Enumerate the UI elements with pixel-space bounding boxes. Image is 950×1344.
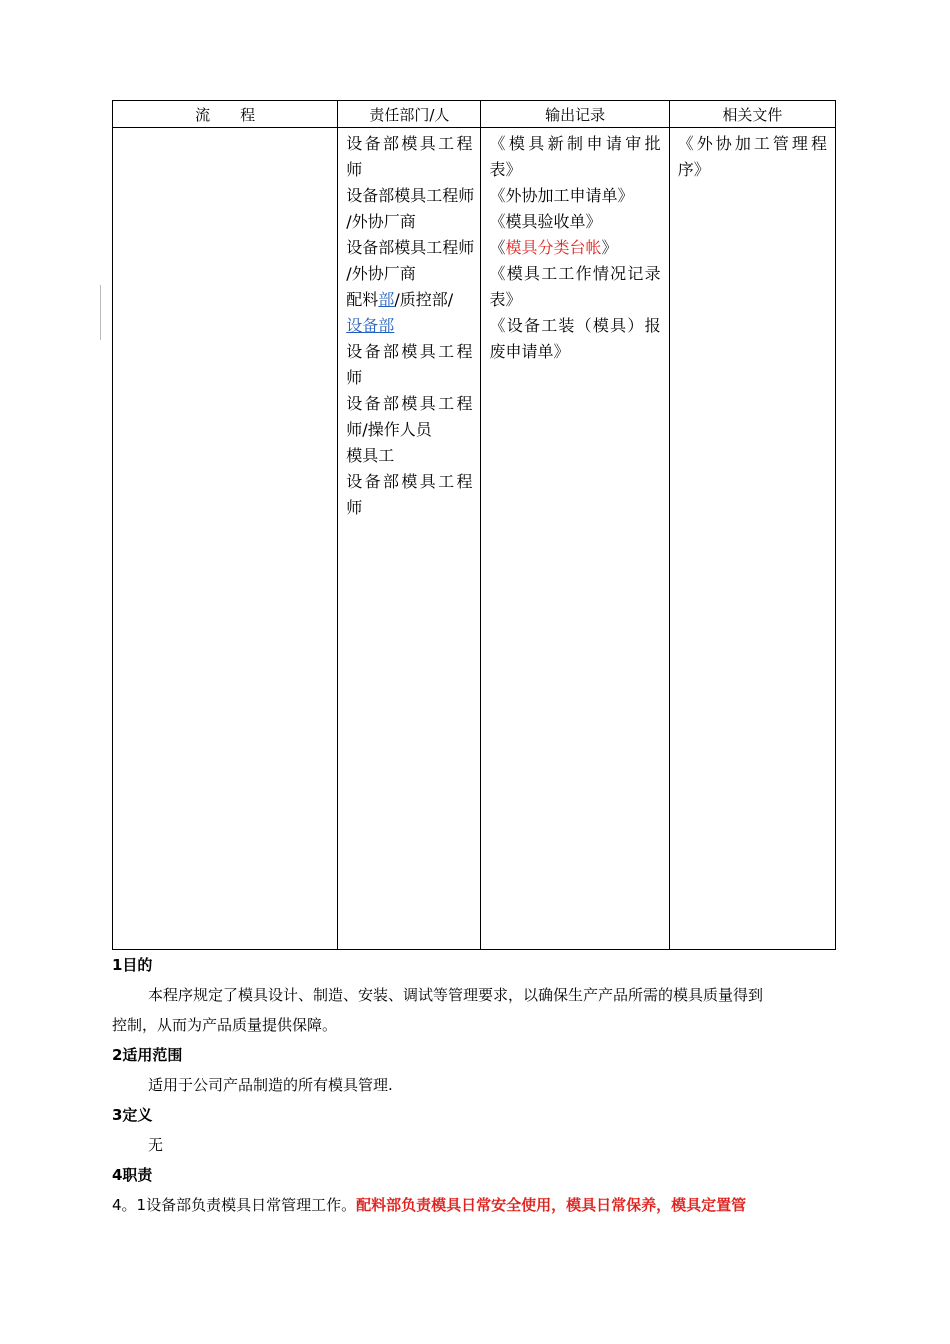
record-line [489, 235, 660, 261]
responsible-line: 设 备 部 模 具 工 程 [346, 472, 473, 491]
section-4-title: 4职责 [112, 1166, 153, 1184]
section-1-text: 本程序规定了模具设计、制造、安装、调试等管理要求，以确保生产产品所需的模具质量得到 [148, 986, 764, 1004]
related-docs-cell [669, 128, 835, 950]
related-line: 《 外 协 加 工 管 理 程 [677, 134, 827, 153]
record-line: 表》 [489, 160, 522, 179]
section-4-text-highlight: 配料部负责模具日常安全使用，模具日常保养，模具定置管 [356, 1196, 747, 1214]
responsible-line: 设 备 部 模 具 工 程 [346, 342, 473, 361]
record-line: 《 模 具 工 工 作 情 况 记 录 [489, 264, 661, 283]
responsible-line [346, 313, 472, 339]
process-table [112, 100, 836, 950]
record-line: 《 模 具 新 制 申 请 审 批 [489, 134, 661, 153]
responsible-line [346, 287, 472, 313]
section-3-title: 3定义 [112, 1106, 153, 1124]
flow-cell [113, 128, 338, 950]
related-line: 序》 [677, 160, 710, 179]
header-related-docs: 相关文件 [669, 101, 835, 128]
record-text: 》 [601, 238, 618, 257]
responsible-line: 师 [346, 498, 363, 517]
record-text: 《 [489, 238, 506, 257]
responsible-line: 设 备 部 模 具 工 程 [346, 134, 473, 153]
responsible-line: /外协厂商 [346, 264, 416, 283]
responsible-text: /质控部/ [394, 290, 454, 309]
records-cell [481, 128, 669, 950]
responsible-line: 模具工 [346, 446, 395, 465]
dept-link[interactable]: 部 [378, 290, 395, 309]
record-line: 《模具验收单》 [489, 212, 602, 231]
document-body [112, 950, 838, 1220]
record-highlight: 模具分类台帐 [505, 238, 602, 257]
responsible-line: 师 [346, 368, 363, 387]
section-4-text [112, 1190, 838, 1220]
header-flow: 流 程 [113, 101, 338, 128]
section-2-title: 2适用范围 [112, 1046, 183, 1064]
section-2-text: 适用于公司产品制造的所有模具管理. [148, 1076, 393, 1094]
record-line: 《 设 备 工 装 （ 模 具 ） 报 [489, 316, 661, 335]
record-line: 废申请单》 [489, 342, 570, 361]
section-3-text: 无 [148, 1136, 164, 1154]
responsible-line: 设 备 部 模 具 工 程 [346, 394, 473, 413]
responsible-line: 师/操作人员 [346, 420, 432, 439]
responsible-line: /外协厂商 [346, 212, 416, 231]
header-responsible: 责任部门/人 [338, 101, 481, 128]
table-body-row [113, 128, 836, 950]
equipment-dept-link[interactable]: 设备部 [346, 316, 395, 335]
record-line: 《外协加工申请单》 [489, 186, 634, 205]
section-1-text-cont: 控制，从而为产品质量提供保障。 [112, 1016, 338, 1034]
header-records: 输出记录 [481, 101, 669, 128]
responsible-text: 配料 [346, 290, 379, 309]
section-1-title: 1目的 [112, 956, 153, 974]
responsible-cell [338, 128, 481, 950]
margin-mark [100, 285, 101, 340]
responsible-line: 设备部模具工程师 [346, 238, 475, 257]
responsible-line: 设备部模具工程师 [346, 186, 475, 205]
table-header-row [113, 101, 836, 128]
responsible-line: 师 [346, 160, 363, 179]
record-line: 表》 [489, 290, 522, 309]
section-4-text-a: 4。1设备部负责模具日常管理工作。 [112, 1196, 357, 1214]
